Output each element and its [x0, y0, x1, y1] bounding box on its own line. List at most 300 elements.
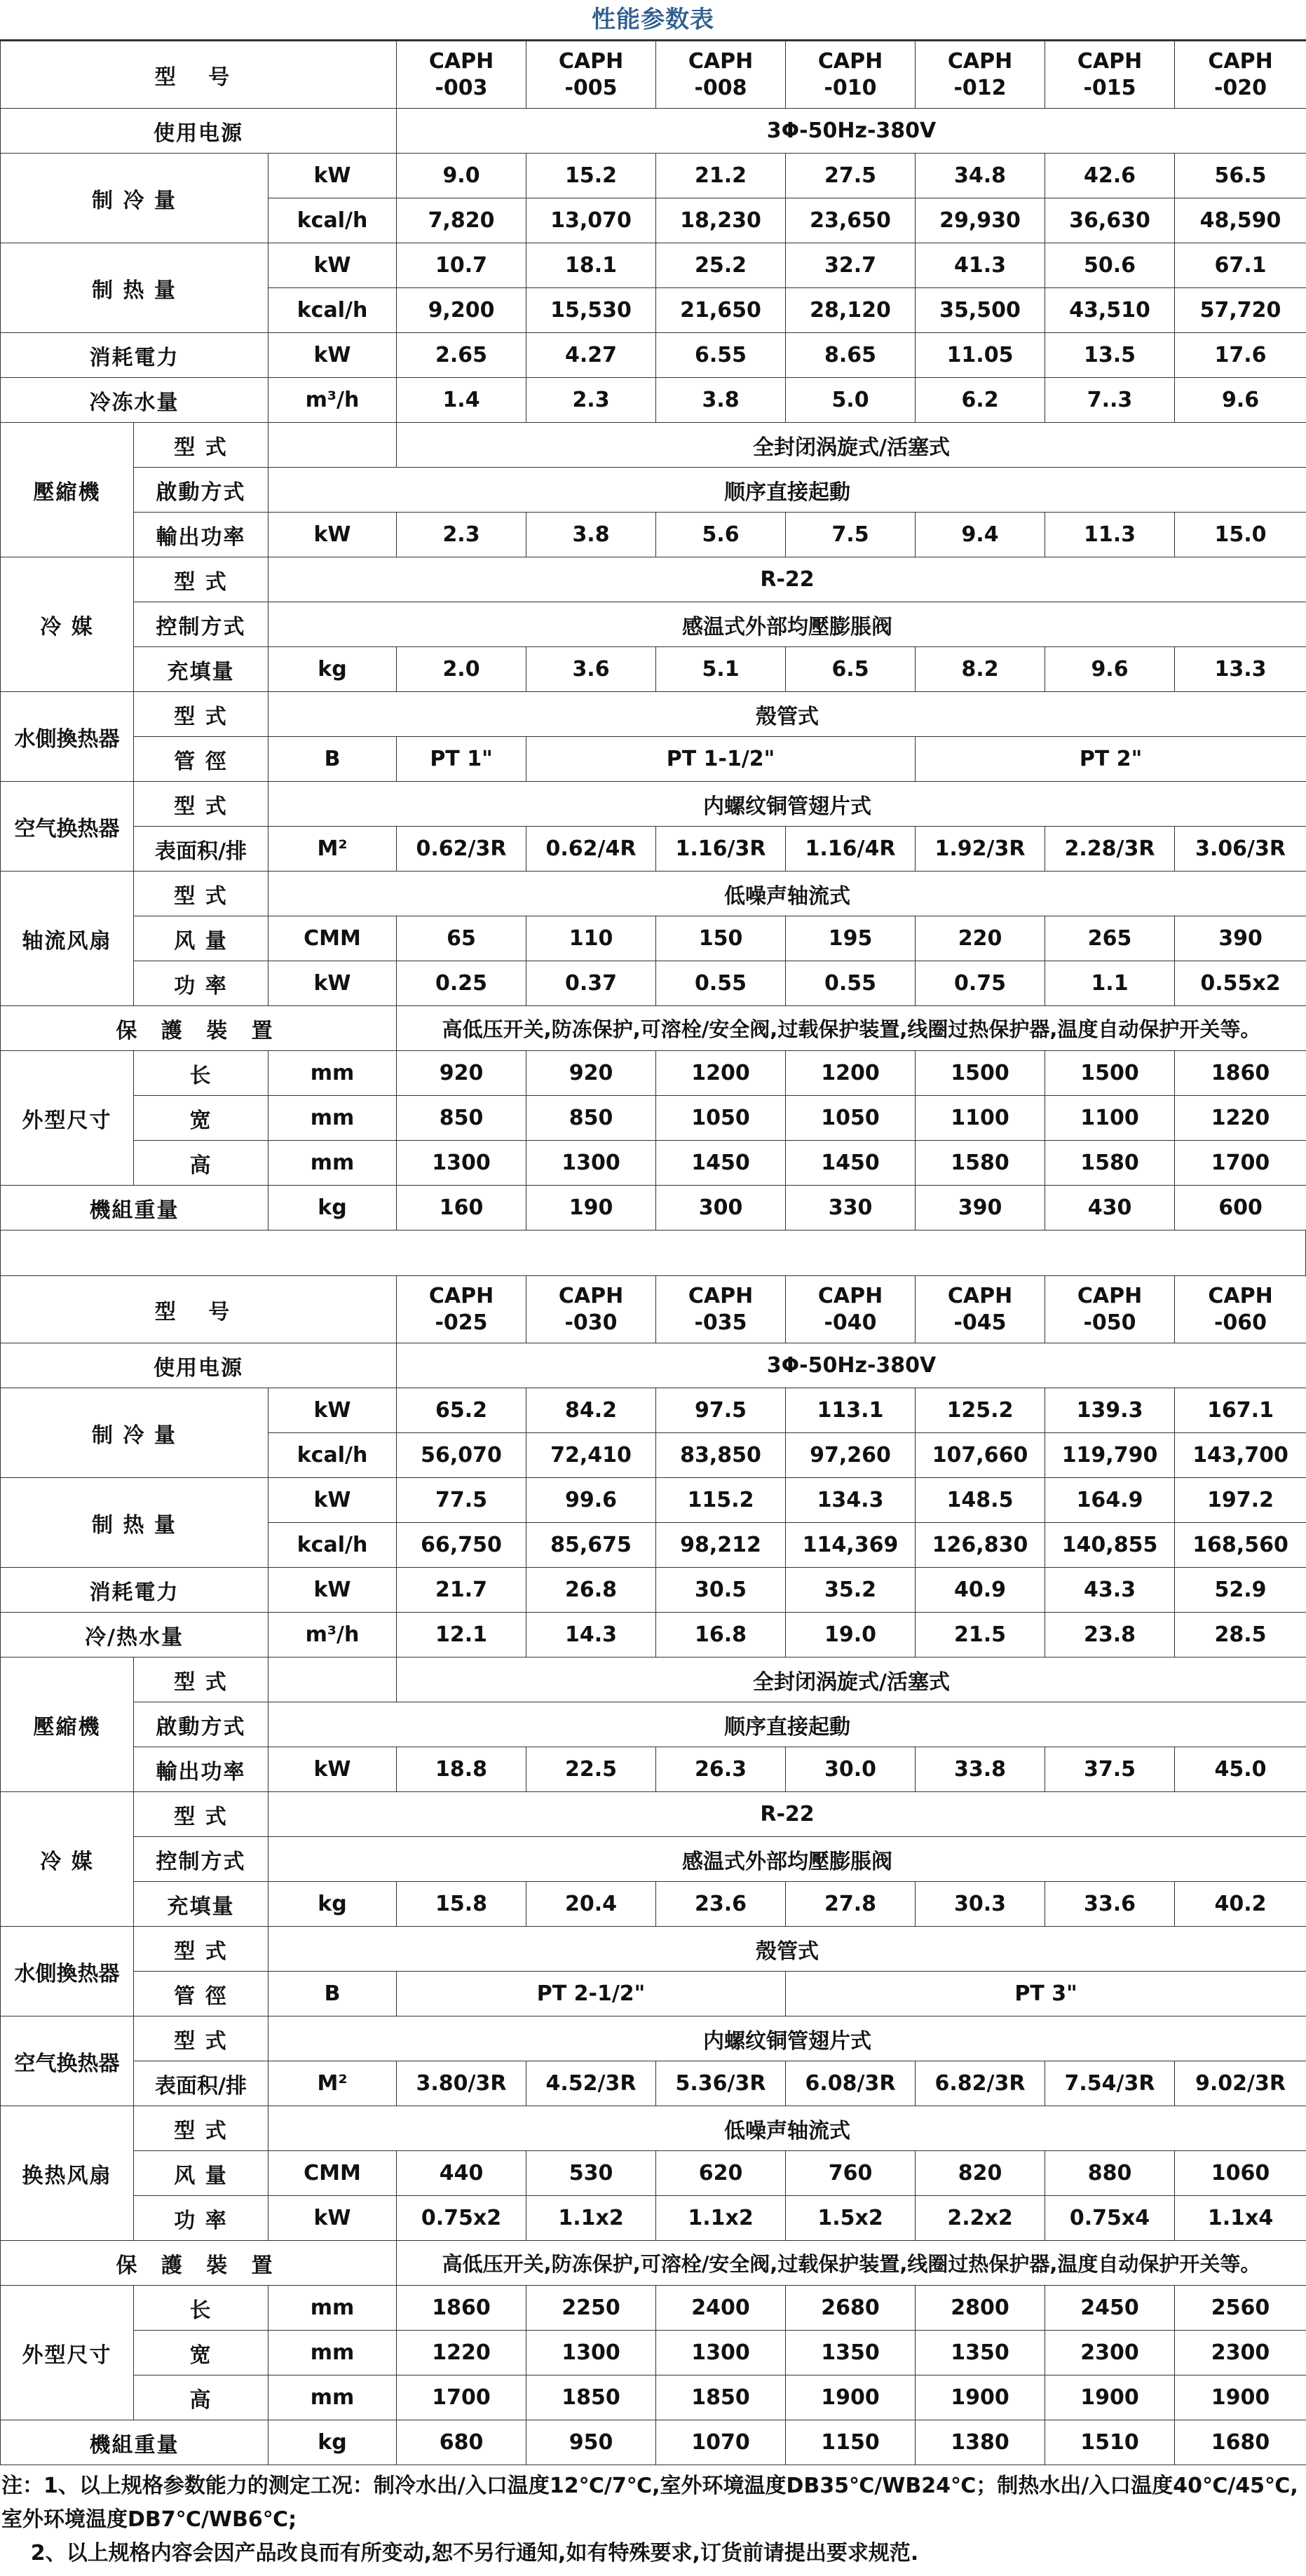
start-method-value: 顺序直接起動 — [268, 468, 1306, 513]
cooling-kcal-value: 119,790 — [1045, 1433, 1175, 1478]
unit-cmm: CMM — [268, 916, 397, 961]
heating-kcal-value: 21,650 — [656, 288, 786, 333]
heating-kw-value: 18.1 — [526, 243, 656, 288]
surface-area-label: 表面积/排 — [134, 2061, 268, 2106]
cooling-kw-value: 21.2 — [656, 154, 786, 198]
empty-cell — [268, 423, 397, 468]
unit-kg: kg — [268, 1186, 397, 1231]
cooling-kcal-value: 18,230 — [656, 198, 786, 243]
unit-kcal: kcal/h — [268, 198, 397, 243]
height-value: 1450 — [656, 1141, 786, 1186]
output-power-value: 18.8 — [397, 1747, 526, 1792]
surface-area-value: 5.36/3R — [656, 2061, 786, 2106]
weight-value: 1680 — [1175, 2420, 1306, 2465]
table-row — [1, 2151, 1306, 2196]
cooling-kw-value: 139.3 — [1045, 1388, 1175, 1433]
cooling-label: 制 冷 量 — [1, 1388, 268, 1478]
fan-power-value: 1.1x2 — [656, 2196, 786, 2241]
fan-power-value: 0.25 — [397, 961, 526, 1006]
surface-area-value: 3.06/3R — [1175, 827, 1306, 872]
water-flow-value: 21.5 — [916, 1613, 1045, 1658]
page-title: 性能参数表 — [0, 0, 1306, 41]
fan-power-label: 功 率 — [134, 2196, 268, 2241]
heating-kcal-value: 126,830 — [916, 1523, 1045, 1568]
model-name: CAPH -012 — [916, 41, 1045, 109]
power-supply-value: 3Φ-50Hz-380V — [397, 1343, 1306, 1388]
table-row — [1, 557, 1306, 602]
water-flow-2-label: 冷/热水量 — [1, 1613, 268, 1658]
heating-kw-value: 50.6 — [1045, 243, 1175, 288]
model-name: CAPH -040 — [786, 1276, 916, 1343]
heating-kw-value: 32.7 — [786, 243, 916, 288]
output-power-value: 45.0 — [1175, 1747, 1306, 1792]
surface-area-value: 9.02/3R — [1175, 2061, 1306, 2106]
control-method-label: 控制方式 — [134, 1837, 268, 1882]
table-spacer — [0, 1231, 1306, 1275]
type-label: 型 式 — [134, 1927, 268, 1972]
cooling-kw-value: 97.5 — [656, 1388, 786, 1433]
unit-mm: mm — [268, 1096, 397, 1141]
height-value: 1850 — [656, 2375, 786, 2420]
output-power-value: 3.8 — [526, 513, 656, 557]
charge-value: 9.6 — [1045, 647, 1175, 692]
width-value: 850 — [397, 1096, 526, 1141]
unit-kw: kW — [268, 243, 397, 288]
airflow-value: 150 — [656, 916, 786, 961]
unit-kw: kW — [268, 154, 397, 198]
fan-power-value: 0.75 — [916, 961, 1045, 1006]
heating-kcal-value: 168,560 — [1175, 1523, 1306, 1568]
length-value: 2400 — [656, 2286, 786, 2331]
charge-label: 充填量 — [134, 1882, 268, 1927]
power-consumption-value: 4.27 — [526, 333, 656, 378]
heating-kw-value: 164.9 — [1045, 1478, 1175, 1523]
weight-label: 機組重量 — [1, 1186, 268, 1231]
heating-label: 制 热 量 — [1, 1478, 268, 1568]
length-value: 1860 — [1175, 1051, 1306, 1096]
power-consumption-label: 消耗電力 — [1, 333, 268, 378]
length-value: 1200 — [786, 1051, 916, 1096]
empty-cell — [268, 1658, 397, 1702]
power-supply-label: 使用电源 — [1, 109, 397, 154]
width-label: 宽 — [134, 2331, 268, 2375]
width-value: 1350 — [786, 2331, 916, 2375]
cooling-kw-value: 84.2 — [526, 1388, 656, 1433]
power-consumption-value: 17.6 — [1175, 333, 1306, 378]
length-value: 1500 — [916, 1051, 1045, 1096]
charge-value: 2.0 — [397, 647, 526, 692]
cooling-kw-value: 15.2 — [526, 154, 656, 198]
dimensions-label: 外型尺寸 — [1, 2286, 134, 2420]
height-value: 1300 — [397, 1141, 526, 1186]
unit-kcal: kcal/h — [268, 288, 397, 333]
unit-mm: mm — [268, 2286, 397, 2331]
airflow-value: 440 — [397, 2151, 526, 2196]
output-power-label: 輸出功率 — [134, 513, 268, 557]
control-method-value: 感温式外部均壓膨脹阀 — [268, 1837, 1306, 1882]
airflow-value: 265 — [1045, 916, 1175, 961]
water-flow-value: 1.4 — [397, 378, 526, 423]
charge-value: 13.3 — [1175, 647, 1306, 692]
pipe-dia-value: PT 1" — [397, 737, 526, 782]
fan-2-label: 换热风扇 — [1, 2106, 134, 2241]
type-label: 型 式 — [134, 872, 268, 916]
width-value: 1100 — [1045, 1096, 1175, 1141]
water-hx-label: 水側換热器 — [1, 1927, 134, 2016]
cooling-kw-value: 167.1 — [1175, 1388, 1306, 1433]
table-row — [1, 1141, 1306, 1186]
cooling-kcal-value: 56,070 — [397, 1433, 526, 1478]
cooling-kw-value: 27.5 — [786, 154, 916, 198]
table-row — [1, 916, 1306, 961]
table-row — [1, 2196, 1306, 2241]
power-consumption-value: 21.7 — [397, 1568, 526, 1613]
unit-kg: kg — [268, 1882, 397, 1927]
cooling-kcal-value: 7,820 — [397, 198, 526, 243]
width-value: 1220 — [397, 2331, 526, 2375]
heating-kcal-value: 85,675 — [526, 1523, 656, 1568]
output-power-label: 輸出功率 — [134, 1747, 268, 1792]
output-power-value: 33.8 — [916, 1747, 1045, 1792]
width-value: 1050 — [786, 1096, 916, 1141]
weight-value: 1510 — [1045, 2420, 1175, 2465]
fan-type-value: 低噪声轴流式 — [268, 872, 1306, 916]
water-flow-value: 28.5 — [1175, 1613, 1306, 1658]
table-row — [1, 1837, 1306, 1882]
water-flow-value: 19.0 — [786, 1613, 916, 1658]
fan-power-value: 0.55 — [656, 961, 786, 1006]
weight-value: 680 — [397, 2420, 526, 2465]
table-row — [1, 1658, 1306, 1702]
model-name: CAPH -025 — [397, 1276, 526, 1343]
start-method-label: 啟動方式 — [134, 468, 268, 513]
pipe-dia-value: PT 2" — [916, 737, 1306, 782]
output-power-value: 7.5 — [786, 513, 916, 557]
width-value: 1100 — [916, 1096, 1045, 1141]
length-label: 长 — [134, 2286, 268, 2331]
length-value: 1200 — [656, 1051, 786, 1096]
table-row — [1, 2016, 1306, 2061]
protection-value: 高低压开关,防冻保护,可溶栓/安全阀,过载保护装置,线圈过热保护器,温度自动保护开关等。 — [397, 1006, 1306, 1051]
model-name: CAPH -030 — [526, 1276, 656, 1343]
cooling-kw-value: 34.8 — [916, 154, 1045, 198]
surface-area-value: 3.80/3R — [397, 2061, 526, 2106]
unit-kw: kW — [268, 1747, 397, 1792]
water-flow-value: 14.3 — [526, 1613, 656, 1658]
cooling-label: 制 冷 量 — [1, 154, 268, 243]
unit-b: B — [268, 1972, 397, 2016]
output-power-value: 9.4 — [916, 513, 1045, 557]
unit-m3h: m³/h — [268, 378, 397, 423]
heating-kw-value: 148.5 — [916, 1478, 1045, 1523]
charge-value: 20.4 — [526, 1882, 656, 1927]
dimensions-label: 外型尺寸 — [1, 1051, 134, 1186]
heating-kw-value: 99.6 — [526, 1478, 656, 1523]
table-row — [1, 2241, 1306, 2286]
surface-area-value: 1.16/3R — [656, 827, 786, 872]
surface-area-value: 4.52/3R — [526, 2061, 656, 2106]
water-hx-type-value: 殼管式 — [268, 1927, 1306, 1972]
power-consumption-value: 2.65 — [397, 333, 526, 378]
charge-value: 40.2 — [1175, 1882, 1306, 1927]
heating-kw-value: 197.2 — [1175, 1478, 1306, 1523]
start-method-label: 啟動方式 — [134, 1702, 268, 1747]
water-flow-value: 12.1 — [397, 1613, 526, 1658]
model-name: CAPH -008 — [656, 41, 786, 109]
surface-area-value: 1.16/4R — [786, 827, 916, 872]
heating-kw-value: 67.1 — [1175, 243, 1306, 288]
charge-value: 5.1 — [656, 647, 786, 692]
table-row — [1, 602, 1306, 647]
charge-value: 8.2 — [916, 647, 1045, 692]
weight-value: 950 — [526, 2420, 656, 2465]
table-row — [1, 1276, 1306, 1343]
height-label: 高 — [134, 2375, 268, 2420]
model-name: CAPH -010 — [786, 41, 916, 109]
fan-power-value: 0.55x2 — [1175, 961, 1306, 1006]
unit-kg: kg — [268, 2420, 397, 2465]
height-value: 1450 — [786, 1141, 916, 1186]
table-row — [1, 2375, 1306, 2420]
power-consumption-value: 35.2 — [786, 1568, 916, 1613]
water-flow-value: 16.8 — [656, 1613, 786, 1658]
length-value: 2800 — [916, 2286, 1045, 2331]
heating-kw-value: 115.2 — [656, 1478, 786, 1523]
model-name: CAPH -020 — [1175, 41, 1306, 109]
output-power-value: 37.5 — [1045, 1747, 1175, 1792]
fan-power-value: 0.37 — [526, 961, 656, 1006]
spec-table-table1 — [0, 41, 1306, 1231]
model-name: CAPH -045 — [916, 1276, 1045, 1343]
table-row — [1, 1388, 1306, 1433]
model-name: CAPH -050 — [1045, 1276, 1175, 1343]
table-row — [1, 1702, 1306, 1747]
airflow-value: 760 — [786, 2151, 916, 2196]
weight-value: 190 — [526, 1186, 656, 1231]
power-consumption-value: 8.65 — [786, 333, 916, 378]
table-row — [1, 109, 1306, 154]
unit-m3h: m³/h — [268, 1613, 397, 1658]
output-power-value: 26.3 — [656, 1747, 786, 1792]
cooling-kcal-value: 48,590 — [1175, 198, 1306, 243]
fan-power-value: 2.2x2 — [916, 2196, 1045, 2241]
water-flow-value: 3.8 — [656, 378, 786, 423]
water-hx-type-value: 殼管式 — [268, 692, 1306, 737]
heating-kw-value: 10.7 — [397, 243, 526, 288]
unit-kw: kW — [268, 333, 397, 378]
width-value: 1050 — [656, 1096, 786, 1141]
weight-value: 160 — [397, 1186, 526, 1231]
width-value: 1350 — [916, 2331, 1045, 2375]
water-flow-value: 7..3 — [1045, 378, 1175, 423]
width-value: 1300 — [526, 2331, 656, 2375]
height-value: 1900 — [916, 2375, 1045, 2420]
model-name: CAPH -015 — [1045, 41, 1175, 109]
height-value: 1900 — [1045, 2375, 1175, 2420]
water-flow-value: 2.3 — [526, 378, 656, 423]
height-value: 1580 — [916, 1141, 1045, 1186]
weight-value: 430 — [1045, 1186, 1175, 1231]
heating-kw-value: 77.5 — [397, 1478, 526, 1523]
type-label: 型 式 — [134, 1658, 268, 1702]
table-row — [1, 1096, 1306, 1141]
table-row — [1, 513, 1306, 557]
heating-kw-value: 41.3 — [916, 243, 1045, 288]
fan-power-value: 0.75x2 — [397, 2196, 526, 2241]
power-supply-value: 3Φ-50Hz-380V — [397, 109, 1306, 154]
note-2: 2、以上规格内容会因产品改良而有所变动,恕不另行通知,如有特殊要求,订货前请提出要求规范. — [1, 2541, 919, 2565]
table-row — [1, 1186, 1306, 1231]
table-row — [1, 872, 1306, 916]
height-value: 1700 — [1175, 1141, 1306, 1186]
weight-value: 390 — [916, 1186, 1045, 1231]
unit-kw: kW — [268, 961, 397, 1006]
length-value: 1860 — [397, 2286, 526, 2331]
heating-kcal-value: 140,855 — [1045, 1523, 1175, 1568]
width-value: 1220 — [1175, 1096, 1306, 1141]
output-power-value: 2.3 — [397, 513, 526, 557]
cooling-kw-value: 9.0 — [397, 154, 526, 198]
fan-power-value: 1.1x4 — [1175, 2196, 1306, 2241]
notes — [0, 2465, 1306, 2570]
power-consumption-value: 40.9 — [916, 1568, 1045, 1613]
charge-value: 15.8 — [397, 1882, 526, 1927]
power-supply-label: 使用电源 — [1, 1343, 397, 1388]
compressor-type-value: 全封闭涡旋式/活塞式 — [397, 423, 1306, 468]
model-label: 型 号 — [1, 1276, 397, 1343]
table-row — [1, 1747, 1306, 1792]
model-name: CAPH -035 — [656, 1276, 786, 1343]
air-hx-type-value: 内螺纹铜管翅片式 — [268, 2016, 1306, 2061]
heating-kcal-value: 15,530 — [526, 288, 656, 333]
charge-value: 3.6 — [526, 647, 656, 692]
cooling-kcal-value: 72,410 — [526, 1433, 656, 1478]
height-value: 1300 — [526, 1141, 656, 1186]
table-row — [1, 154, 1306, 198]
unit-kw: kW — [268, 1388, 397, 1433]
surface-area-value: 0.62/3R — [397, 827, 526, 872]
table-row — [1, 1972, 1306, 2016]
table-row — [1, 1792, 1306, 1837]
cooling-kcal-value: 83,850 — [656, 1433, 786, 1478]
type-label: 型 式 — [134, 692, 268, 737]
airflow-value: 65 — [397, 916, 526, 961]
heating-kcal-value: 57,720 — [1175, 288, 1306, 333]
type-label: 型 式 — [134, 2106, 268, 2151]
output-power-value: 5.6 — [656, 513, 786, 557]
surface-area-label: 表面积/排 — [134, 827, 268, 872]
model-name: CAPH -060 — [1175, 1276, 1306, 1343]
heating-kcal-value: 98,212 — [656, 1523, 786, 1568]
water-hx-label: 水側換热器 — [1, 692, 134, 782]
surface-area-value: 0.62/4R — [526, 827, 656, 872]
compressor-label: 壓縮機 — [1, 1658, 134, 1792]
unit-kw: kW — [268, 1568, 397, 1613]
height-value: 1580 — [1045, 1141, 1175, 1186]
output-power-value: 15.0 — [1175, 513, 1306, 557]
table-row — [1, 827, 1306, 872]
pipe-dia-value: PT 1-1/2" — [526, 737, 916, 782]
surface-area-value: 6.82/3R — [916, 2061, 1045, 2106]
charge-value: 23.6 — [656, 1882, 786, 1927]
table-row — [1, 333, 1306, 378]
control-method-value: 感温式外部均壓膨脹阀 — [268, 602, 1306, 647]
table-row — [1, 1613, 1306, 1658]
table-row — [1, 423, 1306, 468]
power-consumption-value: 11.05 — [916, 333, 1045, 378]
table-row — [1, 1927, 1306, 1972]
airflow-value: 390 — [1175, 916, 1306, 961]
compressor-type-value: 全封闭涡旋式/活塞式 — [397, 1658, 1306, 1702]
heating-kcal-value: 35,500 — [916, 288, 1045, 333]
heating-kcal-value: 43,510 — [1045, 288, 1175, 333]
height-label: 高 — [134, 1141, 268, 1186]
surface-area-value: 2.28/3R — [1045, 827, 1175, 872]
table-row — [1, 243, 1306, 288]
cooling-kw-value: 42.6 — [1045, 154, 1175, 198]
water-flow-value: 5.0 — [786, 378, 916, 423]
table-row — [1, 1882, 1306, 1927]
type-label: 型 式 — [134, 2016, 268, 2061]
pipe-dia-value: PT 3" — [786, 1972, 1306, 2016]
unit-mm: mm — [268, 2375, 397, 2420]
unit-m2: M² — [268, 827, 397, 872]
airflow-value: 530 — [526, 2151, 656, 2196]
surface-area-value: 1.92/3R — [916, 827, 1045, 872]
output-power-value: 11.3 — [1045, 513, 1175, 557]
water-flow-value: 23.8 — [1045, 1613, 1175, 1658]
charge-value: 33.6 — [1045, 1882, 1175, 1927]
model-name: CAPH -003 — [397, 41, 526, 109]
compressor-label: 壓縮機 — [1, 423, 134, 557]
length-value: 2680 — [786, 2286, 916, 2331]
table-row — [1, 1051, 1306, 1096]
length-value: 2560 — [1175, 2286, 1306, 2331]
power-consumption-value: 26.8 — [526, 1568, 656, 1613]
unit-kw: kW — [268, 513, 397, 557]
air-hx-type-value: 内螺纹铜管翅片式 — [268, 782, 1306, 827]
width-label: 宽 — [134, 1096, 268, 1141]
table-row — [1, 378, 1306, 423]
weight-value: 1150 — [786, 2420, 916, 2465]
model-name: CAPH -005 — [526, 41, 656, 109]
airflow-label: 风 量 — [134, 2151, 268, 2196]
spec-table-table2 — [0, 1275, 1306, 2465]
table-row — [1, 2286, 1306, 2331]
heating-kcal-value: 28,120 — [786, 288, 916, 333]
table-row — [1, 41, 1306, 109]
start-method-value: 顺序直接起動 — [268, 1702, 1306, 1747]
airflow-value: 1060 — [1175, 2151, 1306, 2196]
unit-mm: mm — [268, 2331, 397, 2375]
heating-kw-value: 25.2 — [656, 243, 786, 288]
model-label: 型 号 — [1, 41, 397, 109]
weight-value: 300 — [656, 1186, 786, 1231]
airflow-value: 220 — [916, 916, 1045, 961]
power-consumption-value: 43.3 — [1045, 1568, 1175, 1613]
fan-1-label: 轴流风扇 — [1, 872, 134, 1006]
charge-value: 27.8 — [786, 1882, 916, 1927]
table-row — [1, 692, 1306, 737]
pipe-dia-value: PT 2-1/2" — [397, 1972, 786, 2016]
pipe-dia-label: 管 徑 — [134, 737, 268, 782]
fan-power-value: 1.1 — [1045, 961, 1175, 1006]
pipe-dia-label: 管 徑 — [134, 1972, 268, 2016]
unit-m2: M² — [268, 2061, 397, 2106]
length-value: 920 — [526, 1051, 656, 1096]
length-value: 2250 — [526, 2286, 656, 2331]
cooling-kw-value: 65.2 — [397, 1388, 526, 1433]
